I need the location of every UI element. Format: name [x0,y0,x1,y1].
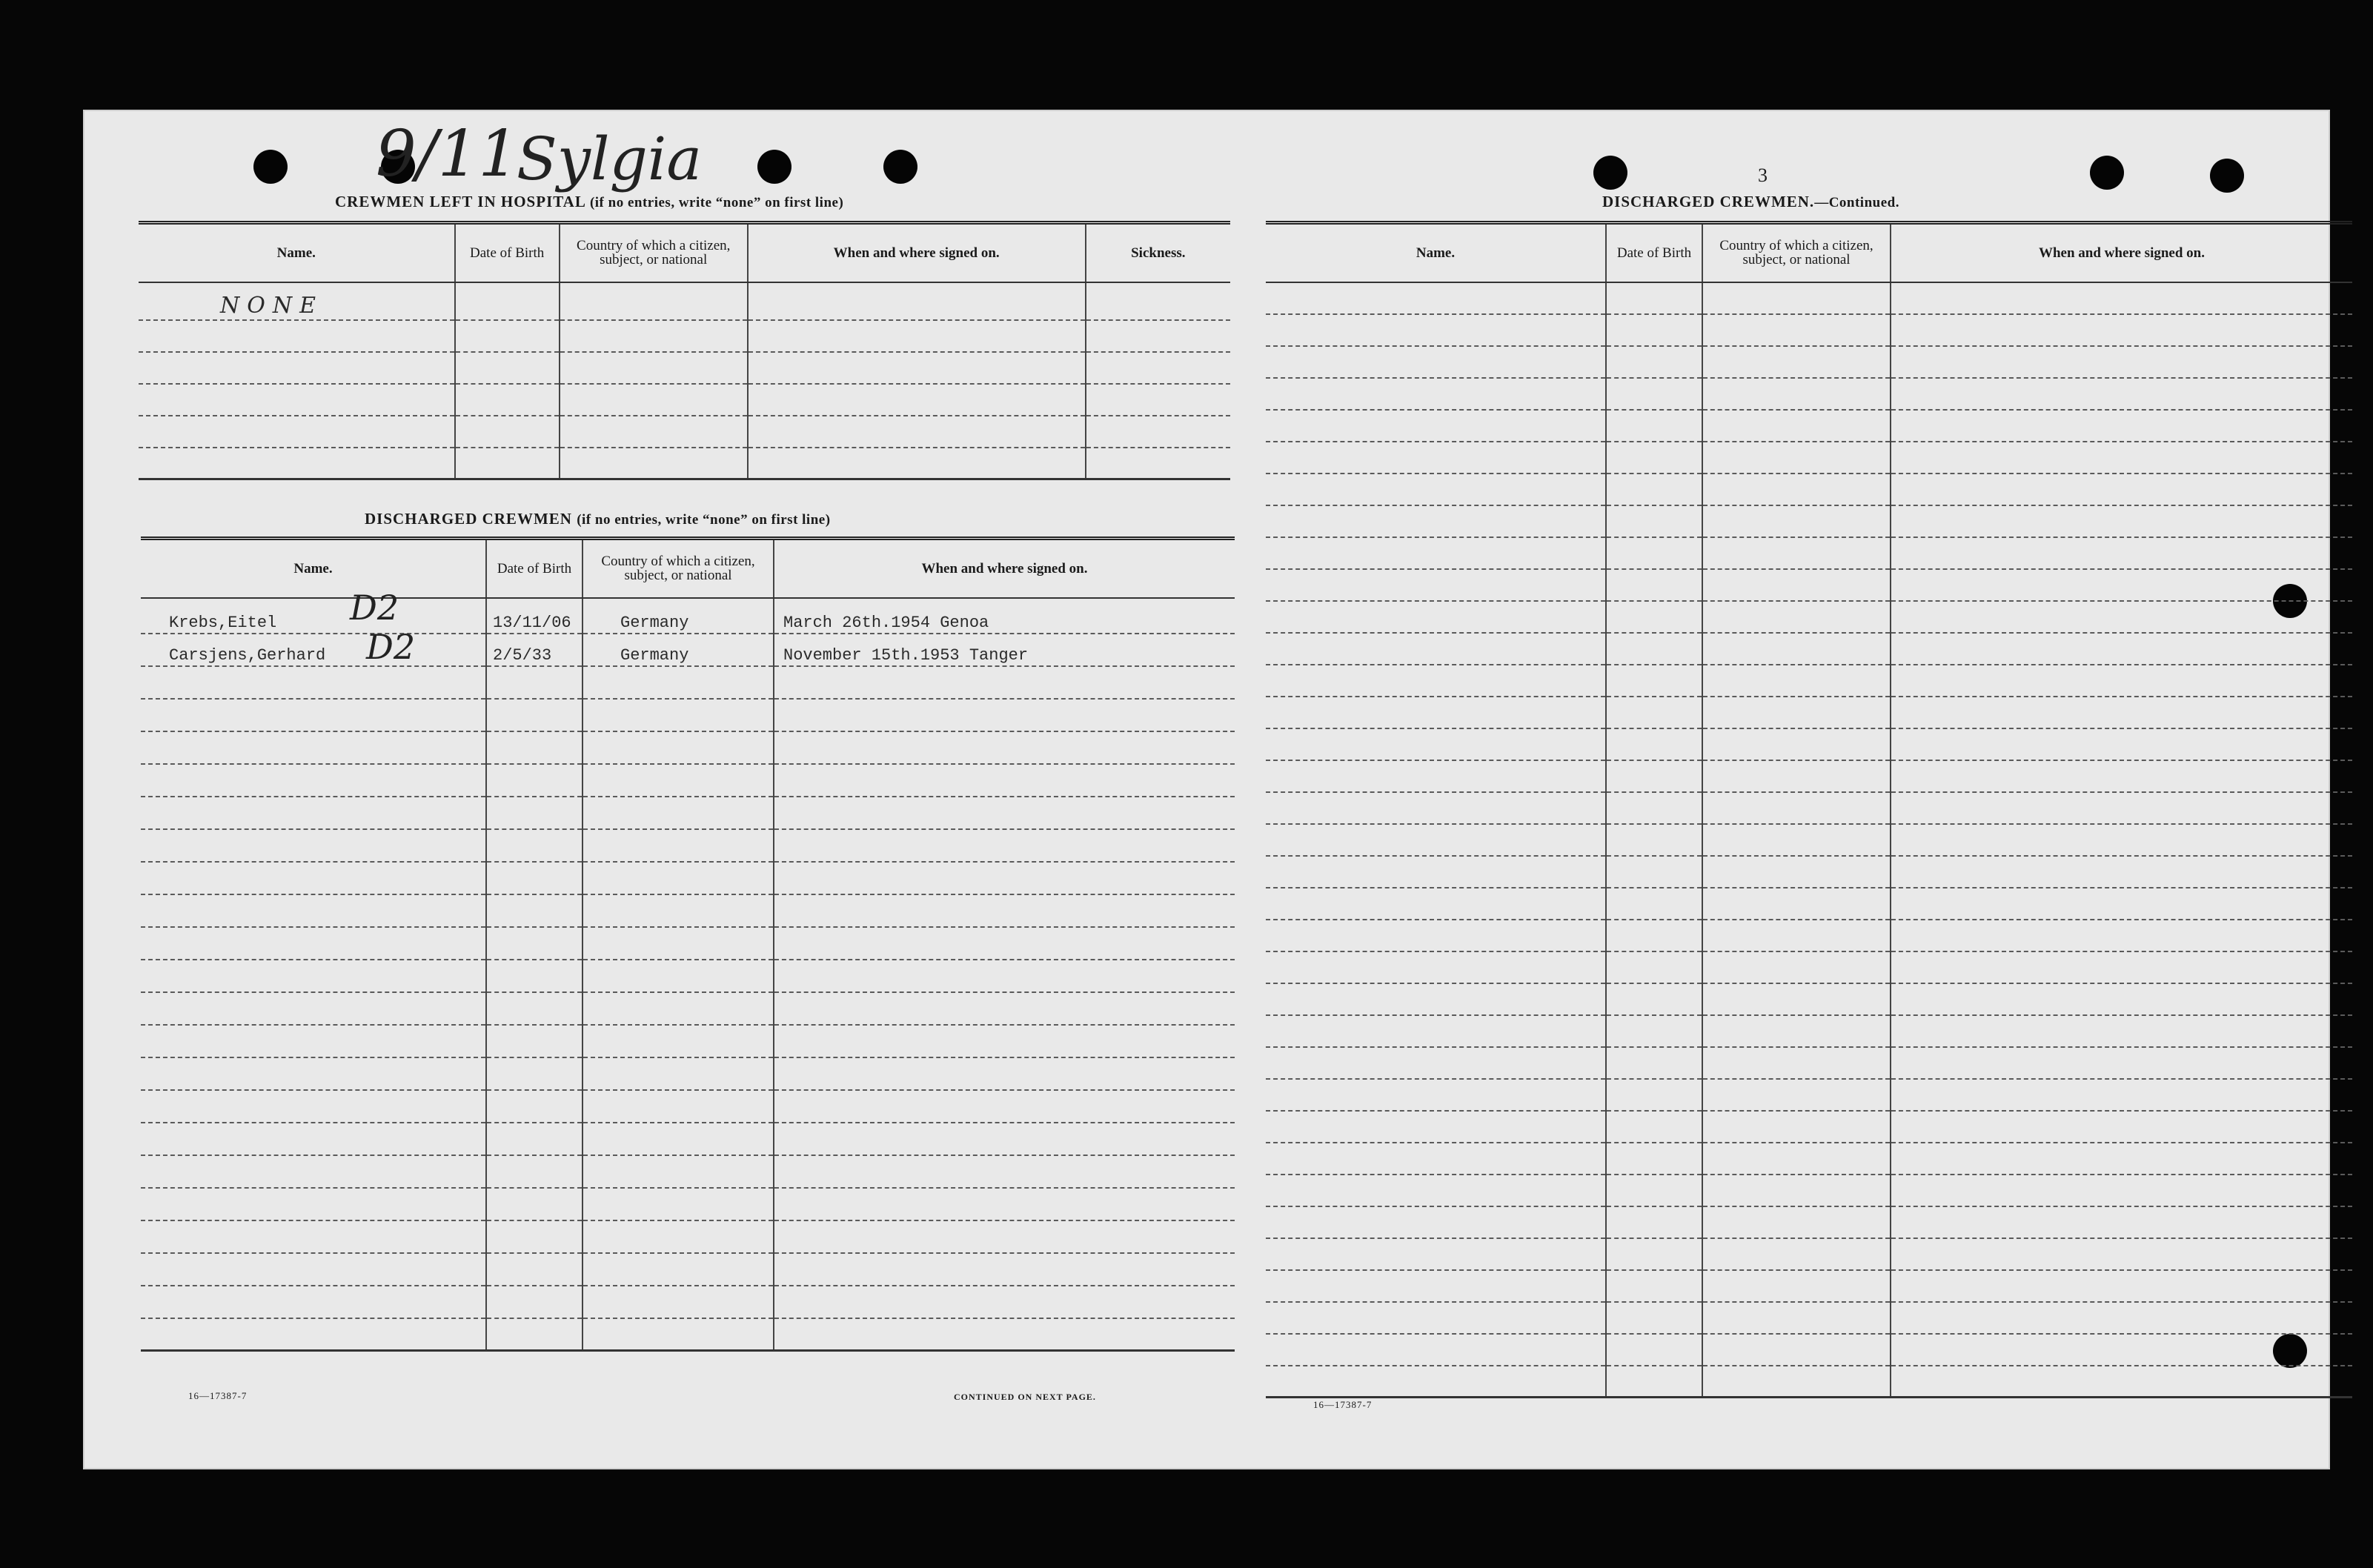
table-row [141,960,1235,992]
table-row [141,992,1235,1025]
col-name: Name. [141,539,486,598]
discharged-continued-table [1266,221,2352,1398]
table-row [141,1155,1235,1188]
table-row [1266,1079,2352,1111]
crew-dob: 2/5/33 [486,634,583,666]
table-row [1266,505,2352,537]
table-row [1266,1143,2352,1175]
table-row [141,927,1235,960]
table-row [141,862,1235,894]
col-country: Country of which a citizen, subject, or national [583,539,774,598]
table-row [1266,1302,2352,1334]
col-country: Country of which a citizen, subject, or national [560,223,748,282]
table-row [141,1090,1235,1123]
table-row [1266,824,2352,856]
table-row [141,598,1235,634]
handwritten-discharge-mark: D2 [350,588,399,628]
continued-note: CONTINUED ON NEXT PAGE. [954,1392,1096,1402]
table-row [1266,633,2352,665]
table-row [1266,346,2352,378]
form-number: 16—17387-7 [188,1390,248,1401]
table-row [139,448,1230,479]
handwritten-voyage-mark: 9/11 [376,117,520,191]
table-row [141,764,1235,797]
table-row [141,1025,1235,1057]
table-row [1266,1015,2352,1047]
table-row [1266,665,2352,697]
table-row [141,1318,1235,1351]
col-name: Name. [139,223,455,282]
discharged-section-title: DISCHARGED CREWMEN (if no entries, write “none” on first line) [365,510,831,528]
table-row [139,320,1230,352]
document-sheet [83,110,2330,1469]
hospital-table [139,221,1230,480]
col-date-of-birth: Date of Birth [455,223,560,282]
handwritten-discharge-mark: D2 [366,627,416,667]
table-row [141,634,1235,666]
discharged-continued-title: DISCHARGED CREWMEN.—Continued. [1602,193,1899,210]
col-country: Country of which a citizen, subject, or national [1702,223,1891,282]
hospital-section-title: CREWMEN LEFT IN HOSPITAL (if no entries, write “none” on first line) [335,193,844,210]
table-row [1266,569,2352,601]
table-row [139,352,1230,384]
table-row [1266,888,2352,920]
col-sickness: Sickness. [1086,223,1230,282]
col-date-of-birth: Date of Birth [486,539,583,598]
punch-hole [883,150,917,184]
punch-hole [757,150,791,184]
table-row [141,894,1235,927]
table-row [141,797,1235,829]
table-row [141,1220,1235,1253]
form-number: 16—17387-7 [1313,1399,1373,1410]
punch-hole [253,150,288,184]
crew-signed-on: March 26th.1954 Genoa [774,598,1235,634]
table-row [1266,410,2352,442]
table-row [1266,1270,2352,1302]
handwritten-none-entry: NONE [220,292,323,319]
table-row [1266,1366,2352,1398]
crew-name: Krebs,Eitel [141,598,486,634]
table-row [139,384,1230,416]
table-row [1266,537,2352,569]
punch-hole [2090,156,2124,190]
table-row [139,282,1230,320]
col-name: Name. [1266,223,1606,282]
handwritten-ship-name: Sylgia [517,124,703,193]
table-row [1266,951,2352,983]
crew-name: Carsjens,Gerhard [141,634,486,666]
table-row [1266,442,2352,474]
page-number: 3 [1758,165,1768,186]
table-row [1266,601,2352,633]
table-row [141,1123,1235,1155]
punch-hole [1593,156,1627,190]
table-row [1266,314,2352,346]
table-row [141,1253,1235,1286]
table-row [141,1286,1235,1318]
table-row [1266,1111,2352,1143]
table-row [1266,983,2352,1015]
table-row [1266,792,2352,824]
table-row [1266,474,2352,505]
col-signed-on: When and where signed on. [748,223,1086,282]
table-row [141,699,1235,731]
table-row [1266,1334,2352,1366]
table-row [1266,760,2352,792]
table-row [1266,1238,2352,1270]
table-row [1266,920,2352,951]
table-row [1266,1047,2352,1079]
table-row [1266,282,2352,314]
table-row [1266,378,2352,410]
table-row [1266,1206,2352,1238]
table-row [141,666,1235,699]
table-row [1266,1175,2352,1206]
table-row [1266,856,2352,888]
table-row [141,829,1235,862]
table-row [141,731,1235,764]
table-row [141,1188,1235,1220]
col-date-of-birth: Date of Birth [1606,223,1702,282]
table-row [1266,697,2352,728]
crew-dob: 13/11/06 [486,598,583,634]
table-row [1266,728,2352,760]
col-signed-on: When and where signed on. [774,539,1235,598]
discharged-table [141,536,1235,1352]
crew-country: Germany [583,598,774,634]
crew-country: Germany [583,634,774,666]
punch-hole [2210,159,2244,193]
table-row [141,1057,1235,1090]
crew-signed-on: November 15th.1953 Tanger [774,634,1235,666]
col-signed-on: When and where signed on. [1891,223,2352,282]
table-row [139,416,1230,448]
